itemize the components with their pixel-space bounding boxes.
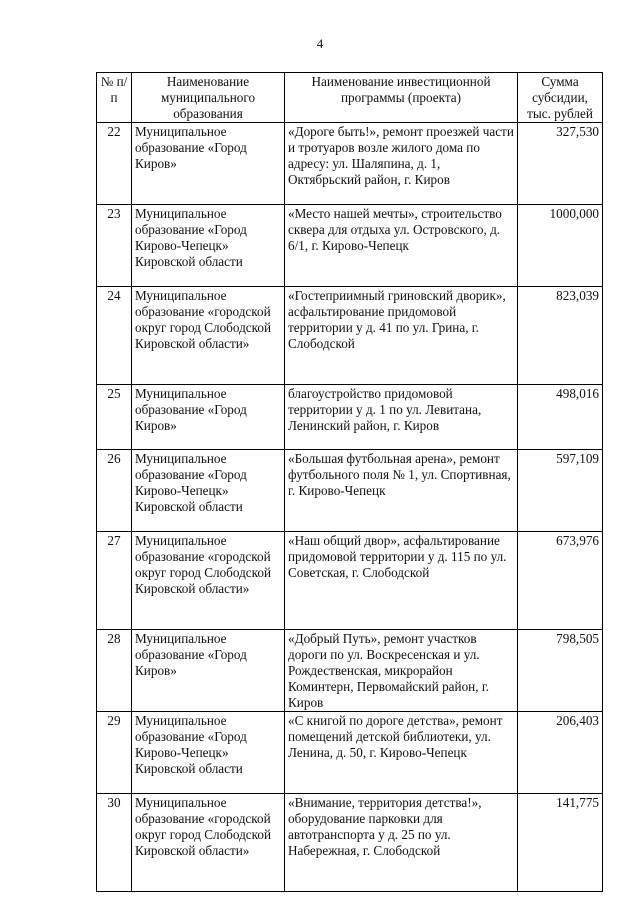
header-program: Наименование инвестиционной программы (проекта) xyxy=(285,73,518,123)
row-program: «Внимание, территория детства!», оборудование парковки для автотранспорта у д. 25 по ул. Набережная, г. Слободской xyxy=(285,794,518,892)
row-number: 30 xyxy=(97,794,132,892)
row-municipality: Муниципальное образование «Город Кирово-Чепецк» Кировской области xyxy=(132,712,285,794)
table-row xyxy=(97,287,603,385)
row-program: «Место нашей мечты», строительство сквера для отдыха ул. Островского, д. 6/1, г. Кирово-Чепецк xyxy=(285,205,518,287)
row-municipality: Муниципальное образование «городской округ город Слободской Кировской области» xyxy=(132,287,285,385)
row-number: 22 xyxy=(97,123,132,205)
row-program: «Дороге быть!», ремонт проезжей части и тротуаров возле жилого дома по адресу: ул. Шаляпина, д. 1, Октябрьский район, г. Киров xyxy=(285,123,518,205)
table-row xyxy=(97,794,603,892)
table-row xyxy=(97,205,603,287)
row-municipality: Муниципальное образование «Город Кирово-Чепецк» Кировской области xyxy=(132,205,285,287)
header-sum: Сумма субсидии, тыс. рублей xyxy=(518,73,603,123)
row-municipality: Муниципальное образование «городской округ город Слободской Кировской области» xyxy=(132,532,285,630)
row-sum: 141,775 xyxy=(518,794,603,892)
row-program: благоустройство придомовой территории у д. 1 по ул. Левитана, Ленинский район, г. Киров xyxy=(285,385,518,450)
row-number: 27 xyxy=(97,532,132,630)
row-municipality: Муниципальное образование «Город Киров» xyxy=(132,123,285,205)
row-sum: 327,530 xyxy=(518,123,603,205)
row-program: «Большая футбольная арена», ремонт футбольного поля № 1, ул. Спортивная, г. Кирово-Чепецк xyxy=(285,450,518,532)
table-row xyxy=(97,123,603,205)
table-row xyxy=(97,712,603,794)
page-number: 4 xyxy=(316,36,324,51)
row-number: 24 xyxy=(97,287,132,385)
header-municipality: Наименование муниципального образования xyxy=(132,73,285,123)
row-program: «Наш общий двор», асфальтирование придомовой территории у д. 115 по ул. Советская, г. Слободской xyxy=(285,532,518,630)
table-row xyxy=(97,385,603,450)
row-sum: 498,016 xyxy=(518,385,603,450)
row-sum: 597,109 xyxy=(518,450,603,532)
row-number: 26 xyxy=(97,450,132,532)
row-municipality: Муниципальное образование «Город Киров» xyxy=(132,630,285,712)
row-municipality: Муниципальное образование «Город Кирово-Чепецк» Кировской области xyxy=(132,450,285,532)
subsidy-table xyxy=(96,72,603,892)
row-number: 23 xyxy=(97,205,132,287)
table-header-row xyxy=(97,73,603,123)
row-number: 28 xyxy=(97,630,132,712)
row-program: «С книгой по дороге детства», ремонт помещений детской библиотеки, ул. Ленина, д. 50, г. Кирово-Чепецк xyxy=(285,712,518,794)
row-sum: 673,976 xyxy=(518,532,603,630)
header-num: № п/п xyxy=(97,73,132,123)
row-number: 25 xyxy=(97,385,132,450)
row-sum: 798,505 xyxy=(518,630,603,712)
row-sum: 1000,000 xyxy=(518,205,603,287)
row-municipality: Муниципальное образование «городской округ город Слободской Кировской области» xyxy=(132,794,285,892)
table-row xyxy=(97,630,603,712)
row-number: 29 xyxy=(97,712,132,794)
row-program: «Добрый Путь», ремонт участков дороги по ул. Воскресенская и ул. Рождественская, микрорайон Коминтерн, Первомайский район, г. Киров xyxy=(285,630,518,712)
table-row xyxy=(97,532,603,630)
row-municipality: Муниципальное образование «Город Киров» xyxy=(132,385,285,450)
row-sum: 823,039 xyxy=(518,287,603,385)
row-program: «Гостеприимный гриновский дворик», асфальтирование придомовой территории у д. 41 по ул. Грина, г. Слободской xyxy=(285,287,518,385)
row-sum: 206,403 xyxy=(518,712,603,794)
table-row xyxy=(97,450,603,532)
